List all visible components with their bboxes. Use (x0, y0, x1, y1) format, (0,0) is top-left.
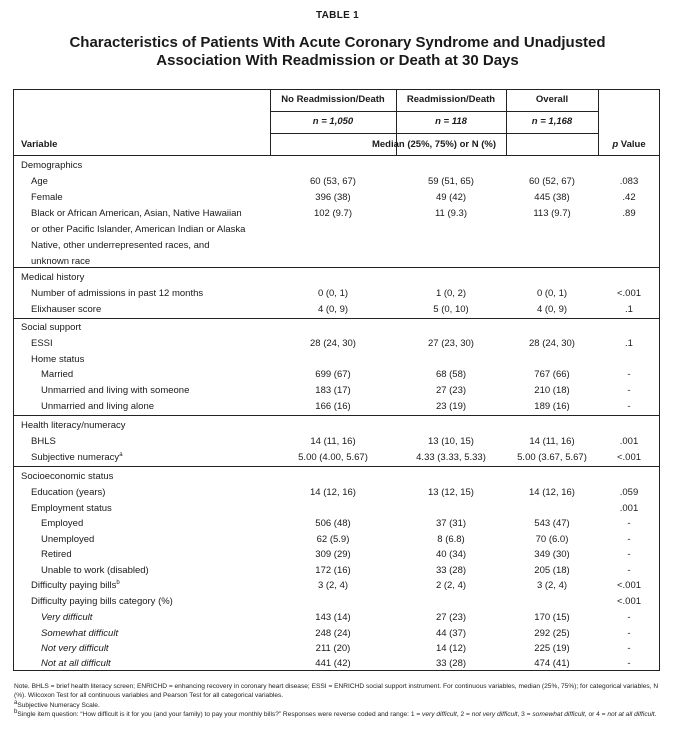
footnote-a: aSubjective Numeracy Scale. (14, 699, 100, 709)
col-header-no-readmission: No Readmission/Death (281, 94, 385, 105)
col-header-overall: Overall (535, 94, 569, 105)
section-divider (13, 318, 660, 319)
document-page: TABLE 1 Characteristics of Patients With Acute Coronary Syndrome and Unadjusted Association With Readmission or Death at 30 Days No Readmission/Death Readmission/Death Overall n = 1,050 n = 118 n = 1,168 Median (25%, 75%) or N (%) Variable p Value Demographics Age 60 (53, 67) 59 (51, 65) 60 (52, 67) .083 Female 396 (38) 49 (42) 445 (38) .42 Black or African American, Asian, Native Hawaiian 102 (9.7) 11 (9.3) 113 (9.7) .89 or other Pacific Islander, American Indian or Alaska Native, other underrepresented races, and unknown race Medical history Number of admissions in past 12 months 0 (0, 1) 1 (0, 2) 0 (0, 1) <.001 Elixhauser score 4 (0, 9) 5 (0, 10) 4 (0, 9) .1 Social support ESSI 28 (24, 30) 27 (23, 30) 28 (24, 30) .1 Home status Married 699 (67) 68 (58) 767 (66) - Unmarried and living with someone 183 (17) 27 (23) 210 (18) - Unmarried and living alone 166 (16) 23 (19) 189 (16) - Health literacy/numeracy BHLS 14 (11, 16) 13 (10, 15) 14 (11, 16) .001 Subjective numeracy$^a$ 5.00 (4.00, 5.67) 4.33 (3.33, 5.33) 5.00 (3.67, 5.67) <.001 Socioeconomic status Education (years) 14 (12, 16) 13 (12, 15) 14 (12, 16) .059 Employment status .001 Employed 506 (48) 37 (31) 543 (47) - Unemployed 62 (5.9) 8 (6.8) 70 (6.0) - Retired 309 (29) 40 (34) 349 (30) - Unable to work (disabled) 172 (16) 33 (28) 205 (18) - Difficulty paying bills$^b$ 3 (2, 4) 2 (2, 4) 3 (2, 4) <.001 Difficulty paying bills category (%) <.001 Very difficult 143 (14) 27 (23) 170 (15) - Somewhat difficult 248 (24) 44 (37) 292 (25) - Not very difficult 211 (20) 14 (12) 225 (19) - Not at all difficult 441 (42) 33 (28) 474 (41) - Note. BHLS = brief health literacy screen; ENRICHD = enhancing recovery in coronary heart disease; ESSI = ENRICHD social support instrument. For continuous variables, median (25%, 75%); for categorical variables, N (%). Wilcoxon Test for all continuous variables and Pearson Test for all categorical variables. aSubjective Numeracy Scale. bSingle item question: “How difficult is it for you (and your family) to pay your monthly bills?” Responses were reverse coded and range: 1 = very difficult, 2 = not very difficult, 3 = somewhat difficult, or 4 = not at all difficult. (0, 0, 675, 754)
table-title (30, 34, 645, 70)
header-rule (270, 111, 598, 112)
col-header-readmission: Readmission/Death (406, 94, 496, 105)
table-label: TABLE 1 (315, 10, 360, 21)
header-rule (270, 133, 598, 134)
section-divider (13, 267, 660, 268)
title-line-1: Characteristics of Patients With Acute Coronary Syndrome and Unadjusted (69, 34, 606, 51)
col-header-median: Median (25%, 75%) or N (%) (371, 139, 497, 150)
col-n-no-readmission: n = 1,050 (312, 116, 354, 127)
title-line-2: Association With Readmission or Death at 30 Days (156, 52, 519, 69)
section-divider (13, 466, 660, 467)
table-notes (14, 682, 662, 720)
col-header-variable: Variable (21, 139, 58, 150)
section-divider (13, 415, 660, 416)
note-text: Note. BHLS = brief health literacy screen; ENRICHD = enhancing recovery in coronary heart disease; ESSI = ENRICHD social support instrument. For continuous variables, median (25%, 75%); for categorical variables, N (%). Wilcoxon Test for all continuous variables and Pearson Test for all categorical variables. (14, 683, 659, 700)
footnote-b: bSingle item question: “How difficult is it for you (and your family) to pay your monthly bills?” Responses were reverse coded and range: 1 = very difficult, 2 = not very difficult, 3 = somewhat difficult, or 4 = not at all difficult. (14, 709, 657, 719)
col-header-pvalue: p Value (612, 139, 646, 150)
col-n-overall: n = 1,168 (531, 116, 573, 127)
col-n-readmission: n = 118 (435, 116, 467, 127)
header-bottom-rule (13, 155, 660, 156)
